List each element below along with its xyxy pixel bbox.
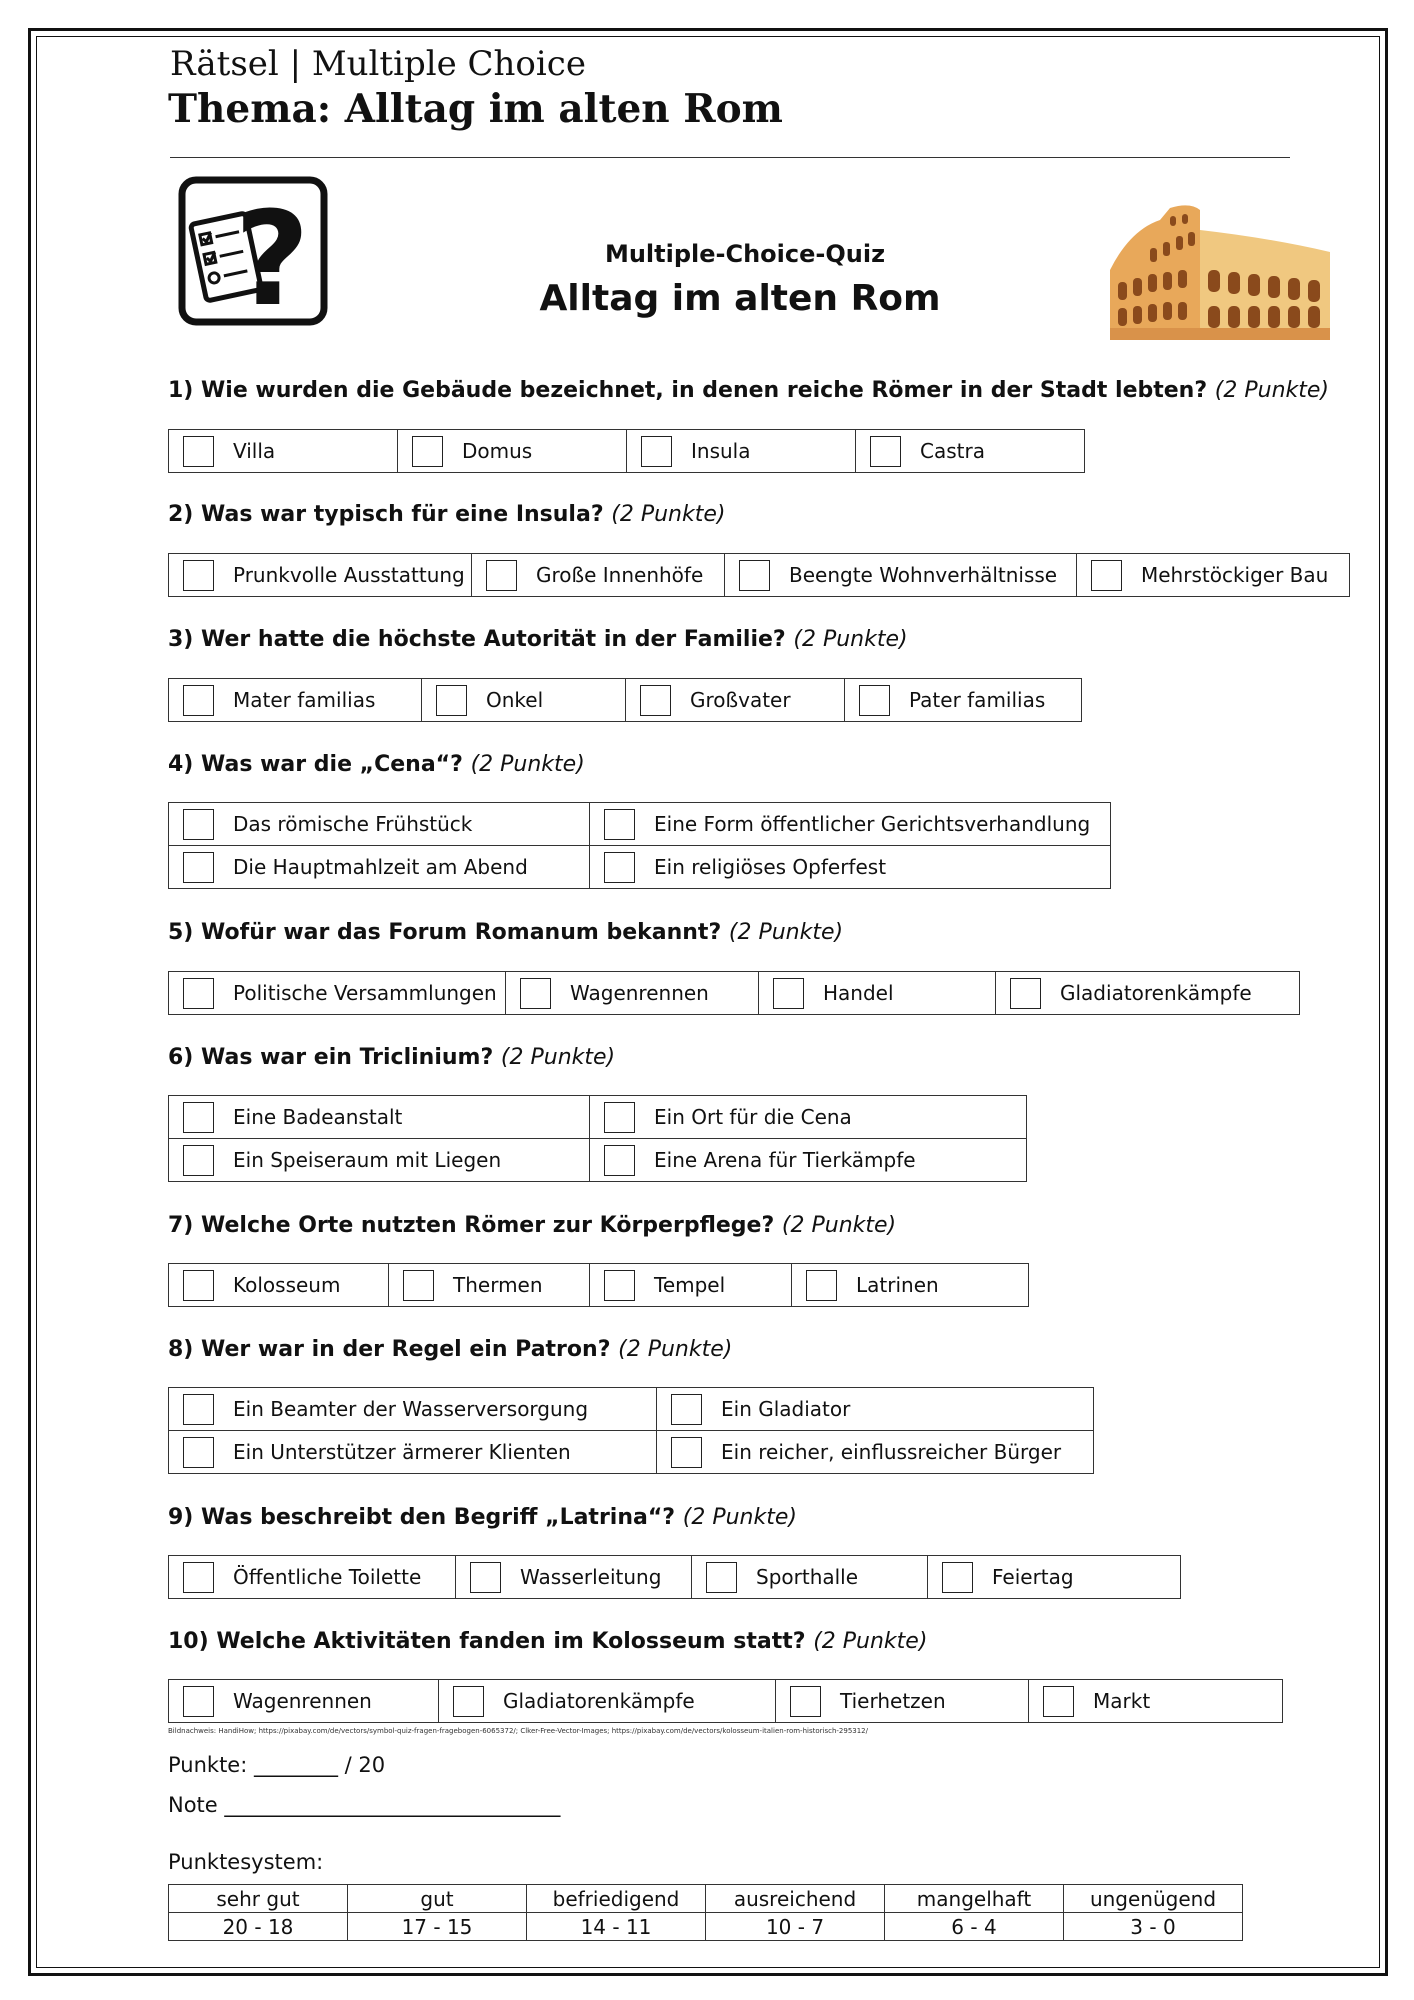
grade-label: sehr gut [169, 1885, 348, 1913]
question-4: 4) Was war die „Cena“? (2 Punkte) [168, 752, 585, 777]
answer-option[interactable]: Tierhetzen [776, 1680, 1028, 1722]
checkbox[interactable] [453, 1686, 484, 1717]
checkbox[interactable] [183, 809, 214, 840]
answers-q9 [168, 1555, 1181, 1599]
answer-option[interactable]: Wagenrennen [506, 972, 758, 1014]
answer-option[interactable]: Beengte Wohnverhältnisse [725, 554, 1076, 596]
answer-option[interactable]: Latrinen [792, 1264, 1028, 1306]
quiz-questionnaire-icon [178, 176, 328, 326]
answer-option[interactable]: Eine Form öffentlicher Gerichtsverhandlung [590, 803, 1110, 845]
checkbox[interactable] [773, 978, 804, 1009]
question-5: 5) Wofür war das Forum Romanum bekannt? (2 Punkte) [168, 920, 844, 945]
checkbox[interactable] [436, 685, 467, 716]
score-line[interactable]: Punkte: ________ / 20 [168, 1753, 386, 1777]
answer-option[interactable]: Eine Badeanstalt [169, 1096, 589, 1138]
grade-label: gut [348, 1885, 527, 1913]
checkbox[interactable] [1043, 1686, 1074, 1717]
checkbox[interactable] [604, 1102, 635, 1133]
answer-option[interactable]: Wagenrennen [169, 1680, 438, 1722]
answer-option[interactable]: Mehrstöckiger Bau [1077, 554, 1349, 596]
checkbox[interactable] [183, 1686, 214, 1717]
checkbox[interactable] [604, 852, 635, 883]
checkbox[interactable] [942, 1562, 973, 1593]
answer-option[interactable]: Insula [627, 430, 855, 472]
grade-label: ausreichend [706, 1885, 885, 1913]
grade-range: 6 - 4 [885, 1913, 1064, 1941]
answers-q2 [168, 553, 1350, 597]
grade-label: befriedigend [527, 1885, 706, 1913]
answers-q5 [168, 971, 1300, 1015]
answer-option[interactable]: Ein Speiseraum mit Liegen [169, 1139, 589, 1181]
answer-option[interactable]: Politische Versammlungen [169, 972, 505, 1014]
grade-label: ungenügend [1064, 1885, 1243, 1913]
checkbox[interactable] [640, 685, 671, 716]
colosseum-icon [1100, 190, 1340, 350]
answer-option[interactable]: Öffentliche Toilette [169, 1556, 455, 1598]
answer-option[interactable]: Ein Ort für die Cena [590, 1096, 1026, 1138]
answer-option[interactable]: Wasserleitung [456, 1556, 691, 1598]
answers-q7 [168, 1263, 1029, 1307]
svg-text:?: ? [234, 183, 310, 326]
answers-q6 [168, 1095, 1027, 1182]
answer-option[interactable]: Große Innenhöfe [472, 554, 724, 596]
checkbox[interactable] [183, 852, 214, 883]
answer-option[interactable]: Sporthalle [692, 1556, 927, 1598]
grade-range: 17 - 15 [348, 1913, 527, 1941]
answer-option[interactable]: Gladiatorenkämpfe [439, 1680, 775, 1722]
checkbox[interactable] [604, 1270, 635, 1301]
grade-line[interactable]: Note ________________________________ [168, 1793, 561, 1817]
answers-q3 [168, 678, 1082, 722]
checkbox[interactable] [183, 1145, 214, 1176]
answer-option[interactable]: Eine Arena für Tierkämpfe [590, 1139, 1026, 1181]
checkbox[interactable] [706, 1562, 737, 1593]
answer-option[interactable]: Prunkvolle Ausstattung [169, 554, 471, 596]
answer-option[interactable]: Großvater [626, 679, 844, 721]
grade-range: 14 - 11 [527, 1913, 706, 1941]
answer-option[interactable]: Pater familias [845, 679, 1081, 721]
checkbox[interactable] [183, 1270, 214, 1301]
banner-title: Alltag im alten Rom [539, 278, 941, 319]
checkbox[interactable] [183, 978, 214, 1009]
checkbox[interactable] [1010, 978, 1041, 1009]
answer-option[interactable]: Feiertag [928, 1556, 1180, 1598]
answers-q1 [168, 429, 1085, 473]
question-10: 10) Welche Aktivitäten fanden im Kolosseum statt? (2 Punkte) [168, 1629, 928, 1654]
checkbox[interactable] [641, 436, 672, 467]
answer-option[interactable]: Onkel [422, 679, 625, 721]
grade-range: 20 - 18 [169, 1913, 348, 1941]
answer-option[interactable]: Ein Beamter der Wasserversorgung [169, 1388, 656, 1430]
answer-option[interactable]: Villa [169, 430, 397, 472]
grading-system-label: Punktesystem: [168, 1850, 324, 1874]
checkbox[interactable] [183, 560, 214, 591]
checkbox[interactable] [859, 685, 890, 716]
checkbox[interactable] [183, 1102, 214, 1133]
checkbox[interactable] [183, 1394, 214, 1425]
checkbox[interactable] [671, 1394, 702, 1425]
checkbox[interactable] [520, 978, 551, 1009]
answers-q8 [168, 1387, 1094, 1474]
checkbox[interactable] [470, 1562, 501, 1593]
question-3: 3) Wer hatte die höchste Autorität in der Familie? (2 Punkte) [168, 627, 908, 652]
answers-q10 [168, 1679, 1283, 1723]
answers-q4 [168, 802, 1111, 889]
answer-option[interactable]: Tempel [590, 1264, 791, 1306]
answer-option[interactable]: Thermen [389, 1264, 589, 1306]
answer-option[interactable]: Handel [759, 972, 995, 1014]
grading-table [168, 1884, 1243, 1941]
grade-range: 10 - 7 [706, 1913, 885, 1941]
checkbox[interactable] [412, 436, 443, 467]
grade-range: 3 - 0 [1064, 1913, 1243, 1941]
answer-option[interactable]: Domus [398, 430, 626, 472]
answer-option[interactable]: Ein reicher, einflussreicher Bürger [657, 1431, 1093, 1473]
checkbox[interactable] [806, 1270, 837, 1301]
grade-label: mangelhaft [885, 1885, 1064, 1913]
answer-option[interactable]: Kolosseum [169, 1264, 388, 1306]
answer-option[interactable]: Markt [1029, 1680, 1282, 1722]
checkbox[interactable] [790, 1686, 821, 1717]
checkbox[interactable] [403, 1270, 434, 1301]
answer-option[interactable]: Die Hauptmahlzeit am Abend [169, 846, 589, 888]
answer-option[interactable]: Mater familias [169, 679, 421, 721]
answer-option[interactable]: Ein Gladiator [657, 1388, 1093, 1430]
question-2: 2) Was war typisch für eine Insula? (2 Punkte) [168, 502, 726, 527]
checkbox[interactable] [1091, 560, 1122, 591]
checkbox[interactable] [870, 436, 901, 467]
checkbox[interactable] [183, 1437, 214, 1468]
thema-title: Thema: Alltag im alten Rom [168, 86, 783, 132]
checkbox[interactable] [671, 1437, 702, 1468]
image-credit: Bildnachweis: HandiHow; https://pixabay.com/de/vectors/symbol-quiz-fragen-fragebogen-6065372/; Clker-Free-Vector-Images; https://pixabay.com/de/vectors/kolosseum-italien-rom-historisch-295312/ [168, 1727, 868, 1735]
checkbox[interactable] [183, 436, 214, 467]
checkbox[interactable] [183, 1562, 214, 1593]
kicker: Rätsel | Multiple Choice [170, 44, 586, 84]
answer-option[interactable]: Das römische Frühstück [169, 803, 589, 845]
checkbox[interactable] [486, 560, 517, 591]
checkbox[interactable] [604, 809, 635, 840]
checkbox[interactable] [604, 1145, 635, 1176]
question-8: 8) Wer war in der Regel ein Patron? (2 Punkte) [168, 1337, 733, 1362]
question-7: 7) Welche Orte nutzten Römer zur Körperpflege? (2 Punkte) [168, 1213, 897, 1238]
header-rule [170, 157, 1290, 158]
answer-option[interactable]: Castra [856, 430, 1084, 472]
answer-option[interactable]: Gladiatorenkämpfe [996, 972, 1299, 1014]
question-1: 1) Wie wurden die Gebäude bezeichnet, in denen reiche Römer in der Stadt lebten? (2 Punkte) [168, 378, 1329, 403]
checkbox[interactable] [183, 685, 214, 716]
answer-option[interactable]: Ein Unterstützer ärmerer Klienten [169, 1431, 656, 1473]
checkbox[interactable] [739, 560, 770, 591]
banner-subtitle: Multiple-Choice-Quiz [604, 240, 886, 268]
answer-option[interactable]: Ein religiöses Opferfest [590, 846, 1110, 888]
question-6: 6) Was war ein Triclinium? (2 Punkte) [168, 1045, 616, 1070]
question-9: 9) Was beschreibt den Begriff „Latrina“? (2 Punkte) [168, 1505, 797, 1530]
